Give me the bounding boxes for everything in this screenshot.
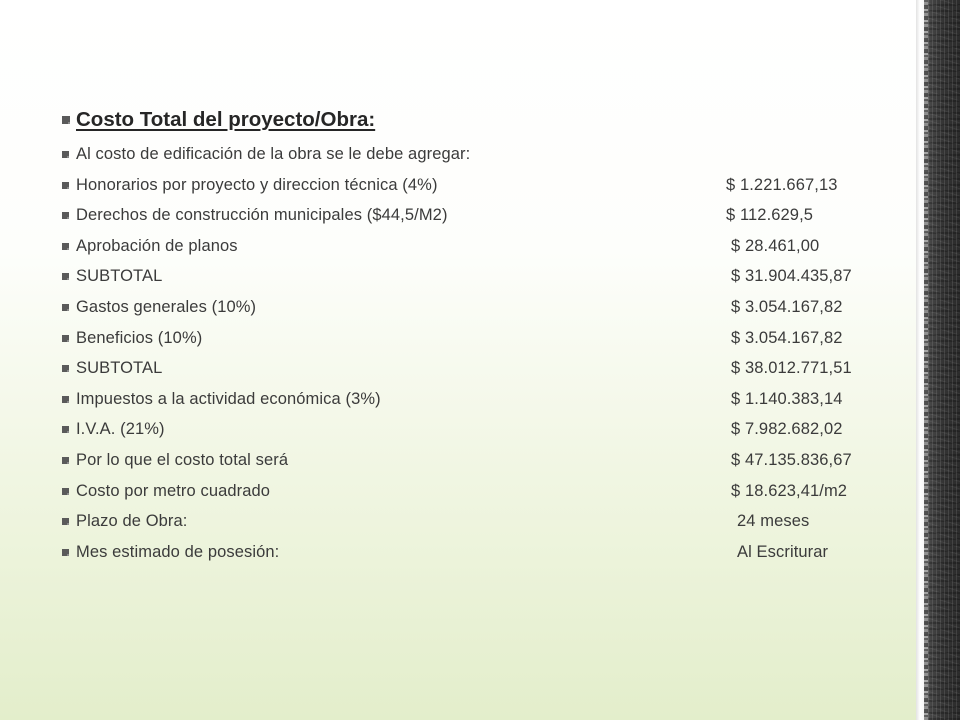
square-bullet-icon <box>62 549 69 556</box>
list-item <box>0 506 900 537</box>
list-item <box>0 537 900 568</box>
list-item <box>0 231 900 262</box>
item-value: $ 47.135.836,67 <box>731 450 852 469</box>
square-bullet-icon <box>62 151 69 158</box>
list-item <box>0 323 900 354</box>
item-label: SUBTOTAL <box>76 267 163 286</box>
item-value: $ 1.140.383,14 <box>731 389 843 408</box>
list-item <box>0 476 900 507</box>
square-bullet-icon <box>62 335 69 342</box>
list-item <box>0 445 900 476</box>
item-value: $ 112.629,5 <box>726 206 814 225</box>
item-label: Honorarios por proyecto y direccion técnica (4%) <box>76 175 438 194</box>
decorative-textured-edge <box>924 0 960 720</box>
item-value: $ 18.623,41/m2 <box>731 481 848 500</box>
list-item <box>0 414 900 445</box>
item-label: Al costo de edificación de la obra se le debe agregar: <box>76 145 471 163</box>
list-item <box>0 292 900 323</box>
item-value: 24 meses <box>737 512 810 531</box>
square-bullet-icon <box>62 273 69 280</box>
item-value: $ 3.054.167,82 <box>731 328 843 347</box>
item-label: Costo por metro cuadrado <box>76 481 271 500</box>
cost-list <box>0 139 900 567</box>
square-bullet-icon <box>62 426 69 433</box>
item-label: I.V.A. (21%) <box>76 420 165 439</box>
item-label: Impuestos a la actividad económica (3%) <box>76 389 381 408</box>
item-label: Gastos generales (10%) <box>76 297 257 316</box>
item-label: Beneficios (10%) <box>76 328 203 347</box>
item-label: Derechos de construcción municipales ($44,5/M2) <box>76 206 448 225</box>
list-item <box>0 200 900 231</box>
square-bullet-icon <box>62 518 69 525</box>
item-label: Aprobación de planos <box>76 236 238 255</box>
square-bullet-icon <box>62 396 69 403</box>
square-bullet-icon <box>62 488 69 495</box>
item-value: $ 31.904.435,87 <box>731 267 852 286</box>
list-item <box>0 170 900 201</box>
square-bullet-icon <box>62 304 69 311</box>
square-bullet-icon <box>62 243 69 250</box>
square-bullet-icon <box>62 457 69 464</box>
square-bullet-icon <box>62 212 69 219</box>
item-value: $ 7.982.682,02 <box>731 420 843 439</box>
item-value: $ 28.461,00 <box>731 236 820 255</box>
item-label: SUBTOTAL <box>76 359 163 378</box>
title-row <box>0 104 900 136</box>
list-item <box>0 261 900 292</box>
item-value: Al Escriturar <box>737 542 829 561</box>
list-item <box>0 384 900 415</box>
square-bullet-icon <box>62 365 69 372</box>
square-bullet-icon <box>62 116 70 124</box>
list-item <box>0 139 900 170</box>
item-label: Por lo que el costo total será <box>76 450 289 469</box>
item-label: Plazo de Obra: <box>76 512 188 531</box>
list-item <box>0 353 900 384</box>
slide-title: Costo Total del proyecto/Obra: <box>76 108 376 131</box>
item-value: $ 3.054.167,82 <box>731 297 843 316</box>
item-label: Mes estimado de posesión: <box>76 542 280 561</box>
square-bullet-icon <box>62 182 69 189</box>
item-value: $ 38.012.771,51 <box>731 359 852 378</box>
item-value: $ 1.221.667,13 <box>726 175 838 194</box>
